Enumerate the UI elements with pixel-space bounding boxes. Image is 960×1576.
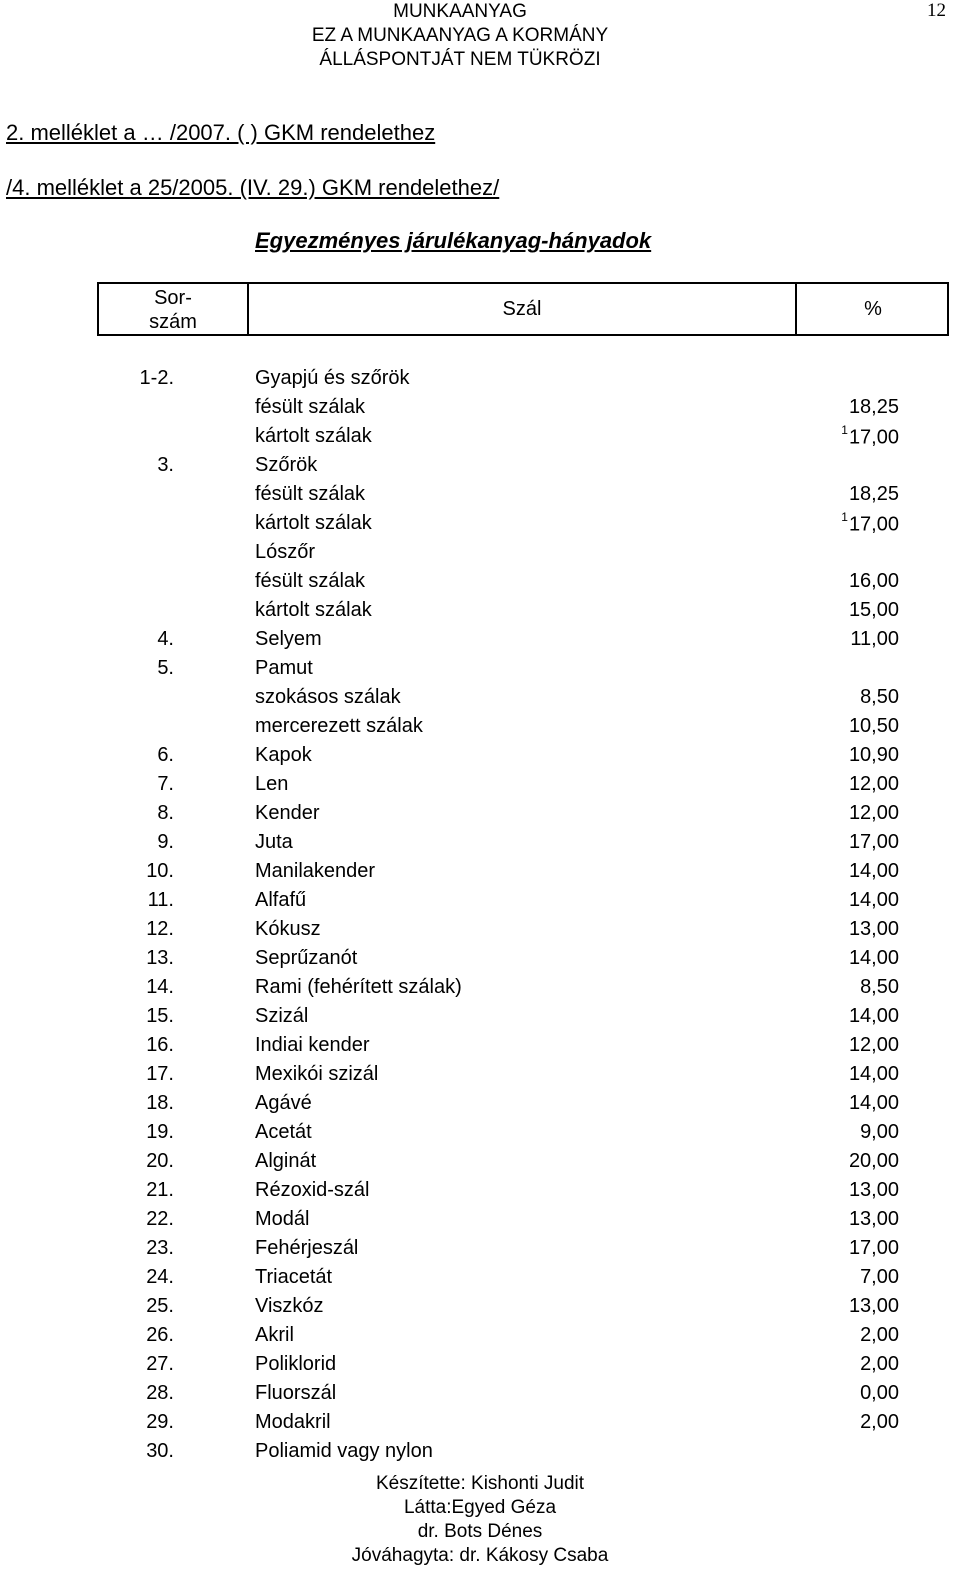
row-percent-value: 10,50: [848, 715, 899, 737]
row-percent-value: 17,00: [848, 831, 899, 853]
table-row: [0, 889, 960, 918]
table-row: [0, 1411, 960, 1440]
row-fiber-name: Manilakender: [255, 860, 376, 882]
row-percent-value: [780, 425, 899, 450]
table-row: [0, 1034, 960, 1063]
footer-line-4: Jóváhagyta: dr. Kákosy Csaba: [351, 1545, 609, 1566]
header-cell-number-line-1: Sor-: [154, 287, 192, 309]
row-percent-value: [780, 512, 899, 537]
row-fiber-name: Len: [255, 773, 289, 795]
footnote-marker: 1: [841, 510, 848, 524]
table-row: [0, 1121, 960, 1150]
table-row: [0, 657, 960, 686]
footnote-marker: 1: [841, 423, 848, 437]
header-cell-fiber: Szál: [249, 284, 797, 334]
header-cell-percent: %: [864, 298, 882, 320]
row-number: 8.: [157, 802, 174, 824]
row-fiber-name: Rézoxid-szál: [255, 1179, 370, 1201]
table-row: [0, 715, 960, 744]
row-number: 13.: [146, 947, 174, 969]
table-row: [0, 1063, 960, 1092]
row-fiber-name: Triacetát: [255, 1266, 333, 1288]
row-number: 19.: [146, 1121, 174, 1143]
row-number: 14.: [146, 976, 174, 998]
row-number: 1-2.: [139, 367, 174, 389]
row-percent-value: 16,00: [848, 570, 899, 592]
row-fiber-name: fésült szálak: [255, 570, 366, 592]
table-header: [97, 282, 949, 336]
row-number: 28.: [146, 1382, 174, 1404]
row-number: 26.: [146, 1324, 174, 1346]
row-percent-value: 20,00: [848, 1150, 899, 1172]
row-fiber-name: szokásos szálak: [255, 686, 401, 708]
row-fiber-name: fésült szálak: [255, 396, 366, 418]
row-fiber-name: Poliamid vagy nylon: [255, 1440, 433, 1462]
row-percent-value: 17,00: [848, 1237, 899, 1259]
row-percent-value: 18,25: [848, 483, 899, 505]
table-row: [0, 1440, 960, 1469]
row-percent-value: 13,00: [848, 1179, 899, 1201]
row-fiber-name: Kapok: [255, 744, 312, 766]
table-row: [0, 1295, 960, 1324]
row-number: 4.: [157, 628, 174, 650]
row-number: 16.: [146, 1034, 174, 1056]
table-row: [0, 628, 960, 657]
table-row: [0, 570, 960, 599]
row-percent-value: 12,00: [848, 773, 899, 795]
row-percent-value: 13,00: [848, 918, 899, 940]
row-number: 29.: [146, 1411, 174, 1433]
row-percent-value: 18,25: [848, 396, 899, 418]
row-number: 18.: [146, 1092, 174, 1114]
row-percent-value: 10,90: [848, 744, 899, 766]
row-number: 27.: [146, 1353, 174, 1375]
row-percent-value: 14,00: [848, 947, 899, 969]
row-fiber-name: Juta: [255, 831, 293, 853]
row-number: 9.: [157, 831, 174, 853]
header-line-3: ÁLLÁSPONTJÁT NEM TÜKRÖZI: [319, 49, 601, 70]
table-row: [0, 1092, 960, 1121]
row-fiber-name: Poliklorid: [255, 1353, 337, 1375]
row-fiber-name: Akril: [255, 1324, 294, 1346]
row-percent-value: 15,00: [848, 599, 899, 621]
row-number: 7.: [157, 773, 174, 795]
row-fiber-name: Alginát: [255, 1150, 317, 1172]
row-number: 25.: [146, 1295, 174, 1317]
row-fiber-name: Szizál: [255, 1005, 309, 1027]
header-line-2: EZ A MUNKAANYAG A KORMÁNY: [311, 25, 609, 46]
row-number: 10.: [146, 860, 174, 882]
row-fiber-name: kártolt szálak: [255, 599, 372, 621]
row-fiber-name: Lószőr: [255, 541, 316, 563]
table-row: [0, 1005, 960, 1034]
table-row: [0, 1353, 960, 1382]
header-line-1: MUNKAANYAG: [393, 1, 527, 22]
header-watermark: [210, 0, 710, 72]
table-row: [0, 802, 960, 831]
row-number: 6.: [157, 744, 174, 766]
row-fiber-name: Seprűzanót: [255, 947, 358, 969]
table-row: [0, 860, 960, 889]
table-row: [0, 396, 960, 425]
table-row: [0, 918, 960, 947]
footer-signatures: [280, 1472, 680, 1568]
table-row: [0, 512, 960, 541]
row-fiber-name: Kókusz: [255, 918, 321, 940]
table-row: [0, 1150, 960, 1179]
table-row: [0, 744, 960, 773]
row-fiber-name: Szőrök: [255, 454, 318, 476]
row-number: 21.: [146, 1179, 174, 1201]
row-number: 11.: [147, 889, 174, 911]
header-cell-number-line-2: szám: [149, 311, 197, 333]
row-fiber-name: Fluorszál: [255, 1382, 337, 1404]
row-fiber-name: mercerezett szálak: [255, 715, 423, 737]
row-percent-value: 9,00: [860, 1121, 899, 1143]
footer-line-3: dr. Bots Dénes: [417, 1521, 543, 1542]
table-row: [0, 1266, 960, 1295]
page-number: 12: [927, 0, 946, 21]
row-number: 20.: [146, 1150, 174, 1172]
row-percent-value: 2,00: [860, 1353, 899, 1375]
row-percent-value: 11,00: [850, 628, 899, 650]
table-row: [0, 1179, 960, 1208]
row-fiber-name: Viszkóz: [255, 1295, 324, 1317]
row-fiber-name: Rami (fehérített szálak): [255, 976, 462, 998]
row-number: 15.: [146, 1005, 174, 1027]
row-percent-value: 0,00: [860, 1382, 899, 1404]
row-percent-value: 2,00: [860, 1324, 899, 1346]
row-fiber-name: Selyem: [255, 628, 322, 650]
table-row: [0, 686, 960, 715]
row-number: 3.: [157, 454, 174, 476]
table-row: [0, 1382, 960, 1411]
row-fiber-name: Indiai kender: [255, 1034, 370, 1056]
row-fiber-name: Mexikói szizál: [255, 1063, 379, 1085]
row-number: 30.: [146, 1440, 174, 1462]
row-fiber-name: Modakril: [255, 1411, 331, 1433]
table-row: [0, 541, 960, 570]
row-percent-value: 13,00: [848, 1295, 899, 1317]
row-number: 23.: [146, 1237, 174, 1259]
table-row: [0, 367, 960, 396]
table-row: [0, 425, 960, 454]
row-percent-value: 12,00: [848, 802, 899, 824]
row-fiber-name: Alfafű: [255, 889, 307, 911]
row-percent-value: 13,00: [848, 1208, 899, 1230]
reference-line-2: /4. melléklet a 25/2005. (IV. 29.) GKM rendelethez/: [6, 175, 500, 200]
row-number: 22.: [146, 1208, 174, 1230]
row-percent-value: 12,00: [848, 1034, 899, 1056]
row-fiber-name: Fehérjeszál: [255, 1237, 359, 1259]
row-number: 24.: [146, 1266, 174, 1288]
table-row: [0, 976, 960, 1005]
table-row: [0, 1324, 960, 1353]
row-percent-value: 8,50: [860, 686, 899, 708]
row-fiber-name: Kender: [255, 802, 320, 824]
row-percent-value: 14,00: [848, 860, 899, 882]
row-fiber-name: kártolt szálak: [255, 512, 372, 534]
document-title: Egyezményes járulékanyag-hányadok: [255, 228, 652, 253]
row-percent-value: 14,00: [848, 1063, 899, 1085]
reference-line-1: 2. melléklet a … /2007. ( ) GKM rendelethez: [6, 120, 436, 145]
table-row: [0, 947, 960, 976]
row-fiber-name: Agávé: [255, 1092, 312, 1114]
row-percent-value: 14,00: [848, 1092, 899, 1114]
row-fiber-name: Pamut: [255, 657, 313, 679]
footer-line-1: Készítette: Kishonti Judit: [375, 1473, 585, 1494]
row-fiber-name: fésült szálak: [255, 483, 366, 505]
row-number: 5.: [157, 657, 174, 679]
row-fiber-name: kártolt szálak: [255, 425, 372, 447]
table-row: [0, 1208, 960, 1237]
row-percent-value: 14,00: [848, 1005, 899, 1027]
header-cell-number: [99, 284, 249, 334]
table-row: [0, 599, 960, 628]
row-percent-number: 17,00: [848, 426, 899, 449]
row-fiber-name: Modál: [255, 1208, 310, 1230]
table-row: [0, 483, 960, 512]
row-fiber-name: Acetát: [255, 1121, 312, 1143]
table-row: [0, 773, 960, 802]
table-row: [0, 831, 960, 860]
footer-line-2: Látta:Egyed Géza: [403, 1497, 557, 1518]
table-row: [0, 454, 960, 483]
row-number: 12.: [146, 918, 174, 940]
row-percent-value: 2,00: [860, 1411, 899, 1433]
row-number: 17.: [146, 1063, 174, 1085]
row-percent-value: 8,50: [860, 976, 899, 998]
row-fiber-name: Gyapjú és szőrök: [255, 367, 410, 389]
row-percent-value: 14,00: [848, 889, 899, 911]
row-percent-value: 7,00: [860, 1266, 899, 1288]
table-row: [0, 1237, 960, 1266]
row-percent-number: 17,00: [848, 513, 899, 536]
